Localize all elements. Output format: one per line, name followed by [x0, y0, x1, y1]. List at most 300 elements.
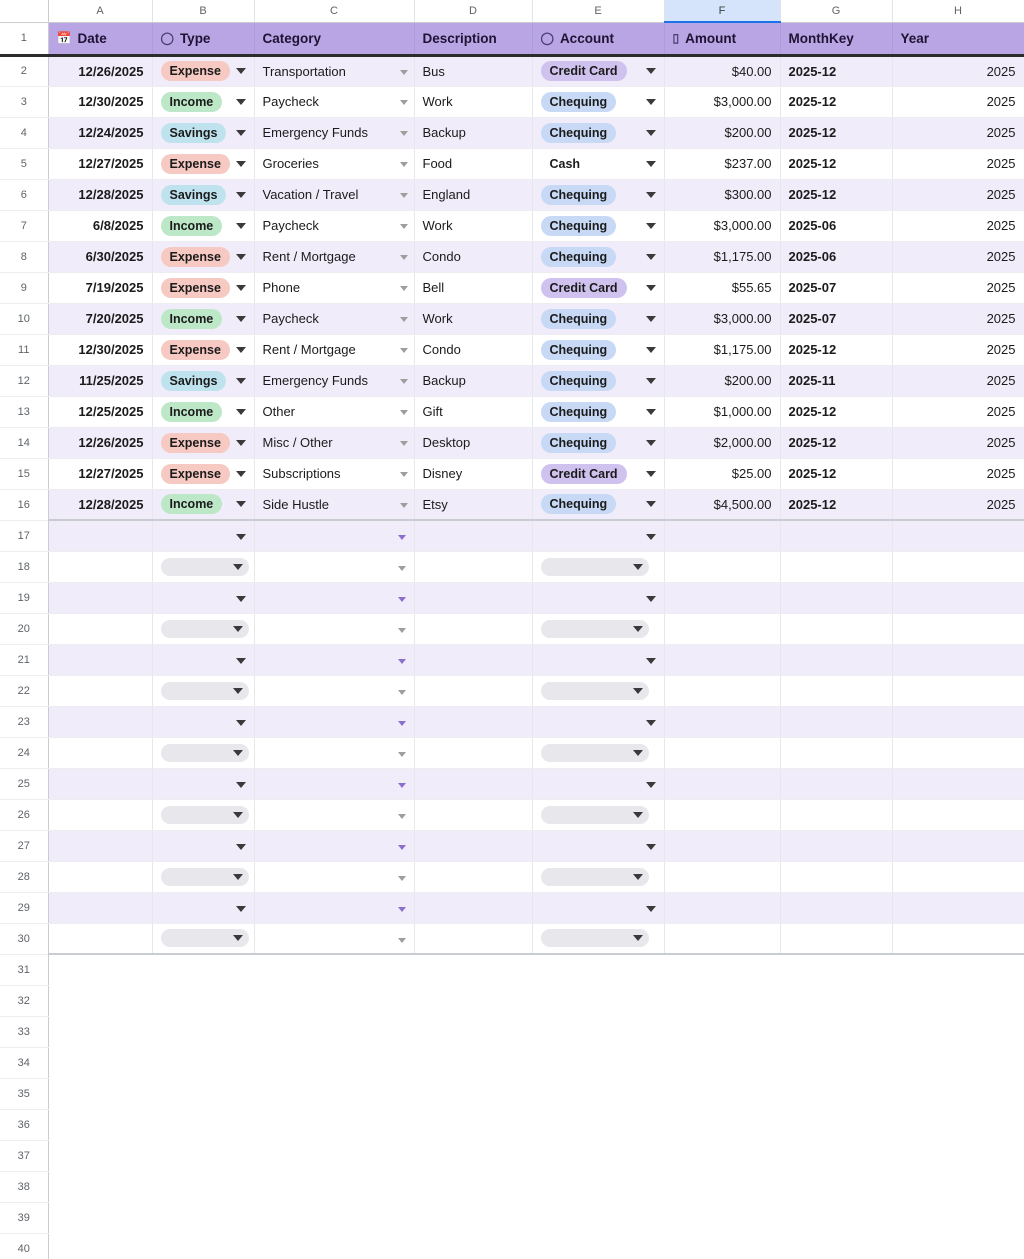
cell-date[interactable]: 12/26/2025 — [48, 55, 152, 86]
cell-account[interactable] — [532, 86, 664, 117]
cell-year[interactable] — [892, 706, 1024, 737]
cell-amount[interactable] — [664, 644, 780, 675]
row-number-22[interactable]: 22 — [0, 675, 48, 706]
empty-cell[interactable] — [414, 1202, 532, 1233]
empty-cell[interactable] — [152, 1016, 254, 1047]
table-row[interactable] — [0, 706, 1024, 737]
column-header-d[interactable]: D — [414, 0, 532, 22]
empty-cell[interactable] — [892, 1109, 1024, 1140]
cell-date[interactable] — [48, 706, 152, 737]
empty-cell[interactable] — [414, 1140, 532, 1171]
empty-cell[interactable] — [532, 1078, 664, 1109]
cell-amount[interactable]: $1,175.00 — [664, 241, 780, 272]
cell-account[interactable] — [532, 768, 664, 799]
cell-description[interactable]: Condo — [414, 334, 532, 365]
cell-description[interactable]: Bell — [414, 272, 532, 303]
chevron-down-icon[interactable] — [236, 409, 246, 415]
chevron-down-icon[interactable] — [398, 783, 406, 788]
cell-type[interactable] — [152, 489, 254, 520]
empty-cell[interactable] — [48, 1109, 152, 1140]
cell-category[interactable] — [254, 861, 414, 892]
cell-year[interactable] — [892, 861, 1024, 892]
cell-account[interactable] — [532, 396, 664, 427]
cell-amount[interactable]: $4,500.00 — [664, 489, 780, 520]
header-amount[interactable] — [664, 22, 780, 55]
table-row[interactable] — [0, 768, 1024, 799]
cell-account[interactable] — [532, 365, 664, 396]
cell-amount[interactable]: $1,175.00 — [664, 334, 780, 365]
chevron-down-icon[interactable] — [236, 844, 246, 850]
table-row[interactable] — [0, 210, 1024, 241]
chevron-down-icon[interactable] — [233, 935, 243, 941]
column-header-c[interactable]: C — [254, 0, 414, 22]
chevron-down-icon[interactable] — [646, 844, 656, 850]
cell-date[interactable] — [48, 768, 152, 799]
cell-year[interactable] — [892, 551, 1024, 582]
cell-date[interactable]: 12/30/2025 — [48, 334, 152, 365]
empty-cell[interactable] — [254, 1140, 414, 1171]
empty-cell[interactable] — [254, 954, 414, 985]
cell-monthkey[interactable]: 2025-12 — [780, 489, 892, 520]
empty-cell[interactable] — [414, 1109, 532, 1140]
empty-cell[interactable] — [664, 985, 780, 1016]
empty-cell[interactable] — [532, 1016, 664, 1047]
cell-year[interactable]: 2025 — [892, 396, 1024, 427]
cell-category[interactable]: Rent / Mortgage — [254, 334, 414, 365]
empty-cell[interactable] — [780, 1171, 892, 1202]
cell-account[interactable] — [532, 241, 664, 272]
chevron-down-icon[interactable] — [646, 68, 656, 74]
cell-account[interactable] — [532, 644, 664, 675]
cell-year[interactable]: 2025 — [892, 179, 1024, 210]
cell-amount[interactable]: $237.00 — [664, 148, 780, 179]
cell-account[interactable] — [532, 427, 664, 458]
empty-cell[interactable] — [48, 1171, 152, 1202]
cell-category[interactable]: Phone — [254, 272, 414, 303]
table-row[interactable] — [0, 334, 1024, 365]
empty-cell[interactable] — [892, 1140, 1024, 1171]
empty-cell[interactable] — [254, 1047, 414, 1078]
cell-monthkey[interactable]: 2025-12 — [780, 179, 892, 210]
empty-cell[interactable] — [152, 1233, 254, 1259]
cell-account[interactable] — [532, 799, 664, 830]
cell-account[interactable] — [532, 210, 664, 241]
chevron-down-icon[interactable] — [646, 192, 656, 198]
cell-type[interactable] — [152, 706, 254, 737]
cell-amount[interactable]: $200.00 — [664, 117, 780, 148]
chevron-down-icon[interactable] — [646, 347, 656, 353]
row-number-1[interactable]: 1 — [0, 22, 48, 55]
chevron-down-icon[interactable] — [633, 688, 643, 694]
empty-cell[interactable] — [780, 1233, 892, 1259]
row-number-13[interactable]: 13 — [0, 396, 48, 427]
cell-year[interactable]: 2025 — [892, 334, 1024, 365]
row-number-9[interactable]: 9 — [0, 272, 48, 303]
chevron-down-icon[interactable] — [646, 906, 656, 912]
cell-category[interactable] — [254, 737, 414, 768]
chevron-down-icon[interactable] — [236, 440, 246, 446]
empty-cell[interactable] — [414, 1016, 532, 1047]
cell-account[interactable] — [532, 489, 664, 520]
cell-amount[interactable] — [664, 737, 780, 768]
column-header-a[interactable]: A — [48, 0, 152, 22]
cell-description[interactable] — [414, 644, 532, 675]
cell-year[interactable]: 2025 — [892, 117, 1024, 148]
cell-monthkey[interactable] — [780, 520, 892, 551]
chevron-down-icon[interactable] — [633, 935, 643, 941]
cell-category[interactable]: Paycheck — [254, 210, 414, 241]
chevron-down-icon[interactable] — [236, 223, 246, 229]
chevron-down-icon[interactable] — [646, 782, 656, 788]
empty-cell[interactable] — [48, 1047, 152, 1078]
type-placeholder[interactable] — [161, 868, 249, 886]
account-placeholder[interactable] — [541, 806, 649, 824]
cell-date[interactable] — [48, 582, 152, 613]
empty-cell[interactable] — [152, 954, 254, 985]
cell-monthkey[interactable] — [780, 551, 892, 582]
chevron-down-icon[interactable] — [400, 70, 408, 75]
table-row[interactable] — [0, 923, 1024, 954]
cell-category[interactable] — [254, 551, 414, 582]
cell-date[interactable] — [48, 861, 152, 892]
cell-type[interactable] — [152, 148, 254, 179]
account-placeholder[interactable] — [541, 929, 649, 947]
cell-year[interactable]: 2025 — [892, 427, 1024, 458]
table-row[interactable] — [0, 582, 1024, 613]
cell-year[interactable] — [892, 737, 1024, 768]
cell-category[interactable] — [254, 923, 414, 954]
empty-cell[interactable] — [152, 1140, 254, 1171]
cell-date[interactable] — [48, 644, 152, 675]
chevron-down-icon[interactable] — [236, 68, 246, 74]
cell-description[interactable] — [414, 861, 532, 892]
cell-date[interactable]: 7/20/2025 — [48, 303, 152, 334]
empty-cell[interactable] — [254, 1202, 414, 1233]
row-number-23[interactable]: 23 — [0, 706, 48, 737]
empty-cell[interactable] — [780, 1202, 892, 1233]
cell-year[interactable] — [892, 892, 1024, 923]
table-row[interactable] — [0, 551, 1024, 582]
empty-cell[interactable] — [892, 1171, 1024, 1202]
empty-row[interactable] — [0, 1171, 1024, 1202]
cell-category[interactable] — [254, 799, 414, 830]
cell-monthkey[interactable]: 2025-06 — [780, 210, 892, 241]
table-row[interactable] — [0, 303, 1024, 334]
chevron-down-icon[interactable] — [400, 131, 408, 136]
chevron-down-icon[interactable] — [400, 193, 408, 198]
header-year[interactable] — [892, 22, 1024, 55]
cell-monthkey[interactable]: 2025-12 — [780, 458, 892, 489]
chevron-down-icon[interactable] — [236, 161, 246, 167]
empty-cell[interactable] — [414, 1233, 532, 1259]
empty-cell[interactable] — [254, 1016, 414, 1047]
cell-amount[interactable] — [664, 923, 780, 954]
cell-date[interactable] — [48, 520, 152, 551]
cell-category[interactable] — [254, 582, 414, 613]
chevron-down-icon[interactable] — [646, 658, 656, 664]
cell-description[interactable] — [414, 892, 532, 923]
row-number-39[interactable]: 39 — [0, 1202, 48, 1233]
chevron-down-icon[interactable] — [400, 348, 408, 353]
cell-account[interactable] — [532, 334, 664, 365]
cell-description[interactable]: Backup — [414, 117, 532, 148]
empty-cell[interactable] — [892, 1078, 1024, 1109]
empty-cell[interactable] — [532, 1171, 664, 1202]
chevron-down-icon[interactable] — [233, 626, 243, 632]
type-placeholder[interactable] — [161, 806, 249, 824]
chevron-down-icon[interactable] — [646, 501, 656, 507]
row-number-12[interactable]: 12 — [0, 365, 48, 396]
cell-year[interactable]: 2025 — [892, 365, 1024, 396]
cell-year[interactable]: 2025 — [892, 489, 1024, 520]
chevron-down-icon[interactable] — [236, 130, 246, 136]
cell-date[interactable]: 12/28/2025 — [48, 179, 152, 210]
empty-cell[interactable] — [152, 1078, 254, 1109]
type-placeholder[interactable] — [161, 682, 249, 700]
empty-cell[interactable] — [414, 1171, 532, 1202]
cell-date[interactable] — [48, 737, 152, 768]
chevron-down-icon[interactable] — [646, 471, 656, 477]
cell-date[interactable] — [48, 923, 152, 954]
table-row[interactable] — [0, 272, 1024, 303]
cell-amount[interactable]: $200.00 — [664, 365, 780, 396]
cell-year[interactable]: 2025 — [892, 55, 1024, 86]
chevron-down-icon[interactable] — [400, 472, 408, 477]
empty-cell[interactable] — [254, 1078, 414, 1109]
cell-amount[interactable]: $300.00 — [664, 179, 780, 210]
chevron-down-icon[interactable] — [633, 874, 643, 880]
empty-cell[interactable] — [892, 1233, 1024, 1259]
cell-description[interactable] — [414, 768, 532, 799]
chevron-down-icon[interactable] — [646, 223, 656, 229]
cell-date[interactable]: 12/25/2025 — [48, 396, 152, 427]
cell-type[interactable] — [152, 86, 254, 117]
cell-monthkey[interactable] — [780, 582, 892, 613]
cell-amount[interactable]: $3,000.00 — [664, 210, 780, 241]
empty-cell[interactable] — [664, 1078, 780, 1109]
chevron-down-icon[interactable] — [233, 812, 243, 818]
table-row[interactable] — [0, 675, 1024, 706]
cell-category[interactable] — [254, 613, 414, 644]
chevron-down-icon[interactable] — [400, 503, 408, 508]
cell-amount[interactable] — [664, 613, 780, 644]
row-number-40[interactable]: 40 — [0, 1233, 48, 1259]
empty-cell[interactable] — [532, 985, 664, 1016]
cell-account[interactable] — [532, 458, 664, 489]
chevron-down-icon[interactable] — [400, 286, 408, 291]
cell-category[interactable] — [254, 520, 414, 551]
cell-account[interactable] — [532, 706, 664, 737]
row-number-7[interactable]: 7 — [0, 210, 48, 241]
cell-date[interactable] — [48, 613, 152, 644]
table-row[interactable] — [0, 489, 1024, 520]
cell-type[interactable] — [152, 272, 254, 303]
cell-account[interactable] — [532, 272, 664, 303]
cell-description[interactable] — [414, 520, 532, 551]
cell-account[interactable] — [532, 675, 664, 706]
cell-monthkey[interactable] — [780, 799, 892, 830]
cell-amount[interactable]: $3,000.00 — [664, 86, 780, 117]
row-number-36[interactable]: 36 — [0, 1109, 48, 1140]
cell-amount[interactable] — [664, 799, 780, 830]
table-row[interactable] — [0, 520, 1024, 551]
row-number-14[interactable]: 14 — [0, 427, 48, 458]
chevron-down-icon[interactable] — [400, 317, 408, 322]
cell-account[interactable] — [532, 892, 664, 923]
chevron-down-icon[interactable] — [236, 906, 246, 912]
empty-row[interactable] — [0, 1233, 1024, 1259]
chevron-down-icon[interactable] — [236, 720, 246, 726]
empty-row[interactable] — [0, 1140, 1024, 1171]
empty-cell[interactable] — [664, 1233, 780, 1259]
table-row[interactable] — [0, 737, 1024, 768]
cell-year[interactable] — [892, 768, 1024, 799]
cell-year[interactable]: 2025 — [892, 303, 1024, 334]
cell-type[interactable] — [152, 861, 254, 892]
cell-amount[interactable]: $3,000.00 — [664, 303, 780, 334]
empty-row[interactable] — [0, 985, 1024, 1016]
chevron-down-icon[interactable] — [400, 379, 408, 384]
empty-cell[interactable] — [664, 1109, 780, 1140]
empty-cell[interactable] — [48, 985, 152, 1016]
cell-description[interactable]: Backup — [414, 365, 532, 396]
cell-monthkey[interactable]: 2025-07 — [780, 272, 892, 303]
header-type[interactable] — [152, 22, 254, 55]
cell-description[interactable] — [414, 675, 532, 706]
cell-monthkey[interactable] — [780, 644, 892, 675]
empty-cell[interactable] — [414, 1047, 532, 1078]
row-number-26[interactable]: 26 — [0, 799, 48, 830]
cell-category[interactable] — [254, 644, 414, 675]
cell-date[interactable]: 12/26/2025 — [48, 427, 152, 458]
chevron-down-icon[interactable] — [236, 347, 246, 353]
account-placeholder[interactable] — [541, 558, 649, 576]
empty-row[interactable] — [0, 1202, 1024, 1233]
cell-monthkey[interactable] — [780, 892, 892, 923]
type-placeholder[interactable] — [161, 744, 249, 762]
cell-amount[interactable] — [664, 830, 780, 861]
cell-date[interactable] — [48, 830, 152, 861]
empty-cell[interactable] — [48, 1233, 152, 1259]
empty-cell[interactable] — [780, 1140, 892, 1171]
cell-date[interactable] — [48, 892, 152, 923]
row-number-25[interactable]: 25 — [0, 768, 48, 799]
cell-amount[interactable] — [664, 861, 780, 892]
column-header-h[interactable]: H — [892, 0, 1024, 22]
chevron-down-icon[interactable] — [236, 316, 246, 322]
empty-cell[interactable] — [532, 1109, 664, 1140]
cell-monthkey[interactable] — [780, 768, 892, 799]
chevron-down-icon[interactable] — [633, 750, 643, 756]
row-number-21[interactable]: 21 — [0, 644, 48, 675]
empty-cell[interactable] — [414, 985, 532, 1016]
cell-description[interactable]: Work — [414, 210, 532, 241]
cell-date[interactable]: 6/30/2025 — [48, 241, 152, 272]
column-header-f[interactable]: F — [664, 0, 780, 22]
chevron-down-icon[interactable] — [236, 254, 246, 260]
row-number-3[interactable]: 3 — [0, 86, 48, 117]
empty-cell[interactable] — [532, 1140, 664, 1171]
cell-amount[interactable] — [664, 551, 780, 582]
cell-type[interactable] — [152, 241, 254, 272]
empty-cell[interactable] — [254, 985, 414, 1016]
cell-category[interactable]: Emergency Funds — [254, 117, 414, 148]
cell-date[interactable]: 12/24/2025 — [48, 117, 152, 148]
header-monthkey[interactable] — [780, 22, 892, 55]
chevron-down-icon[interactable] — [233, 688, 243, 694]
cell-date[interactable] — [48, 675, 152, 706]
chevron-down-icon[interactable] — [398, 659, 406, 664]
empty-cell[interactable] — [152, 985, 254, 1016]
table-row[interactable] — [0, 458, 1024, 489]
table-row[interactable] — [0, 427, 1024, 458]
empty-cell[interactable] — [152, 1171, 254, 1202]
cell-year[interactable] — [892, 520, 1024, 551]
cell-account[interactable] — [532, 861, 664, 892]
cell-monthkey[interactable]: 2025-12 — [780, 148, 892, 179]
cell-description[interactable] — [414, 706, 532, 737]
cell-description[interactable] — [414, 551, 532, 582]
cell-type[interactable] — [152, 768, 254, 799]
chevron-down-icon[interactable] — [646, 130, 656, 136]
row-number-31[interactable]: 31 — [0, 954, 48, 985]
cell-date[interactable]: 6/8/2025 — [48, 210, 152, 241]
empty-cell[interactable] — [780, 1078, 892, 1109]
cell-year[interactable]: 2025 — [892, 272, 1024, 303]
row-number-17[interactable]: 17 — [0, 520, 48, 551]
cell-monthkey[interactable] — [780, 613, 892, 644]
cell-monthkey[interactable] — [780, 675, 892, 706]
chevron-down-icon[interactable] — [646, 254, 656, 260]
empty-cell[interactable] — [414, 954, 532, 985]
chevron-down-icon[interactable] — [633, 626, 643, 632]
cell-description[interactable]: Etsy — [414, 489, 532, 520]
cell-category[interactable] — [254, 706, 414, 737]
cell-amount[interactable]: $2,000.00 — [664, 427, 780, 458]
row-number-19[interactable]: 19 — [0, 582, 48, 613]
cell-account[interactable] — [532, 923, 664, 954]
cell-type[interactable] — [152, 551, 254, 582]
chevron-down-icon[interactable] — [398, 876, 406, 881]
row-number-27[interactable]: 27 — [0, 830, 48, 861]
cell-monthkey[interactable]: 2025-06 — [780, 241, 892, 272]
cell-year[interactable]: 2025 — [892, 148, 1024, 179]
chevron-down-icon[interactable] — [236, 501, 246, 507]
cell-monthkey[interactable]: 2025-11 — [780, 365, 892, 396]
cell-category[interactable]: Subscriptions — [254, 458, 414, 489]
table-row[interactable] — [0, 799, 1024, 830]
chevron-down-icon[interactable] — [236, 378, 246, 384]
chevron-down-icon[interactable] — [646, 378, 656, 384]
chevron-down-icon[interactable] — [398, 566, 406, 571]
account-placeholder[interactable] — [541, 620, 649, 638]
chevron-down-icon[interactable] — [646, 720, 656, 726]
cell-monthkey[interactable] — [780, 923, 892, 954]
empty-cell[interactable] — [152, 1202, 254, 1233]
cell-account[interactable] — [532, 551, 664, 582]
cell-description[interactable] — [414, 799, 532, 830]
chevron-down-icon[interactable] — [236, 99, 246, 105]
row-number-18[interactable]: 18 — [0, 551, 48, 582]
cell-description[interactable]: Work — [414, 86, 532, 117]
cell-description[interactable]: Disney — [414, 458, 532, 489]
cell-category[interactable] — [254, 830, 414, 861]
cell-type[interactable] — [152, 923, 254, 954]
column-header-b[interactable]: B — [152, 0, 254, 22]
empty-cell[interactable] — [664, 954, 780, 985]
cell-description[interactable]: Desktop — [414, 427, 532, 458]
cell-year[interactable]: 2025 — [892, 458, 1024, 489]
